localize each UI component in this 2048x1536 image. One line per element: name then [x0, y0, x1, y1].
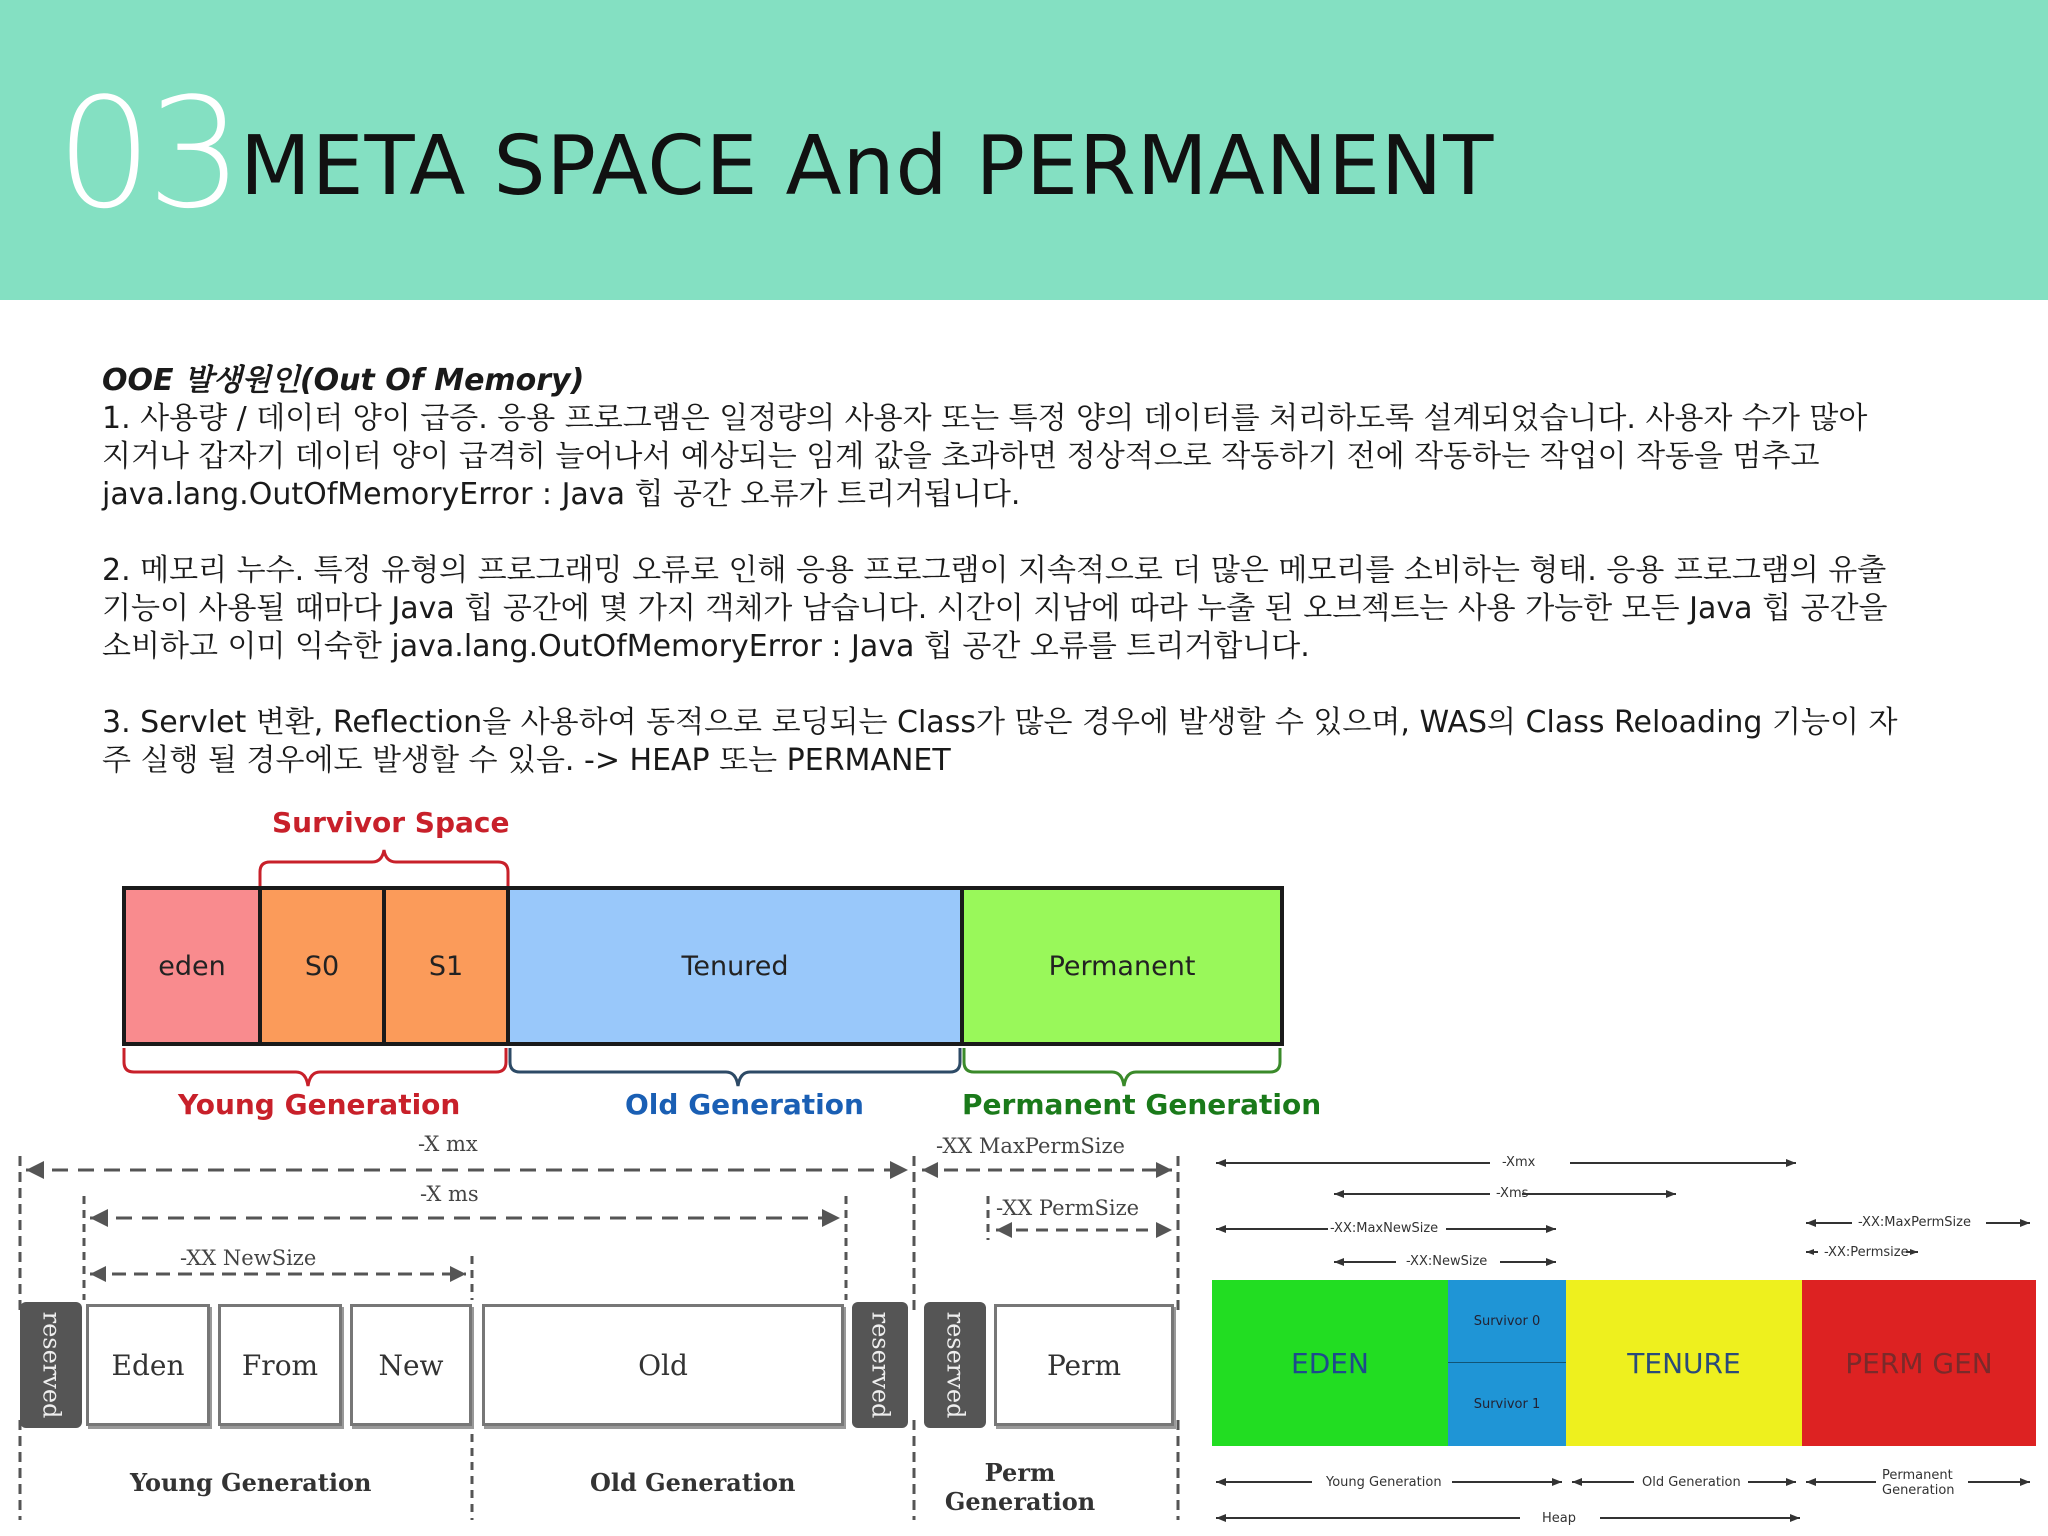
- eden-box-color: EDEN: [1212, 1280, 1448, 1446]
- permsize-label: -XX PermSize: [996, 1196, 1140, 1220]
- survivor0-box: Survivor 0: [1448, 1280, 1566, 1363]
- tenured-box: Tenured: [506, 886, 964, 1046]
- s0-box: S0: [258, 886, 386, 1046]
- cause-2: 2. 메모리 누수. 특정 유형의 프로그래밍 오류로 인해 응용 프로그램이 지속적으로 더 많은 메모리를 소비하는 형태. 응용 프로그램의 유출 기능이 사용될 때마다 Java 힙 공간에 몇 가지 객체가 남습니다. 시간이 지남에 따라 누출 된 오브젝트는 사용 가능한 모든 Java 힙 공간을 소비하고 이미 익숙한 java.lang.OutOfMemoryError : Java 힙 공간 오류를 트리거합니다.: [102, 553, 1888, 664]
- maxnewsize-label-small: -XX:MaxNewSize: [1330, 1221, 1439, 1236]
- permgen-box: PERM GEN: [1802, 1280, 2036, 1446]
- young-generation-label-small: Young Generation: [1326, 1475, 1442, 1490]
- reserved-block: reserved: [924, 1302, 986, 1428]
- eden-box-grey: Eden: [86, 1304, 210, 1426]
- newsize-label: -XX NewSize: [180, 1246, 317, 1270]
- page-title: META SPACE And PERMANENT: [240, 119, 1495, 214]
- newsize-label-small: -XX:NewSize: [1406, 1254, 1488, 1269]
- maxpermsize-label: -XX MaxPermSize: [936, 1134, 1125, 1158]
- old-generation-label-grey: Old Generation: [590, 1468, 796, 1497]
- permsize-label-small: -XX:Permsize: [1824, 1245, 1909, 1260]
- young-generation-label-grey: Young Generation: [130, 1468, 372, 1497]
- permanent-box: Permanent: [960, 886, 1284, 1046]
- ooe-heading: OOE 발생원인(Out Of Memory): [102, 363, 585, 398]
- old-generation-label-small: Old Generation: [1642, 1475, 1741, 1490]
- perm-generation-label-grey: Perm Generation: [944, 1458, 1096, 1516]
- survivor1-box: Survivor 1: [1448, 1363, 1566, 1446]
- survivor-space-label: Survivor Space: [272, 806, 510, 839]
- section-number: 03: [56, 65, 238, 242]
- heap-label-small: Heap: [1542, 1511, 1576, 1526]
- xms-label: -X ms: [420, 1182, 479, 1206]
- eden-box: eden: [122, 886, 262, 1046]
- reserved-block: reserved: [20, 1302, 82, 1428]
- from-box: From: [218, 1304, 342, 1426]
- old-generation-label: Old Generation: [625, 1088, 864, 1121]
- permanent-generation-label: Permanent Generation: [962, 1088, 1322, 1121]
- xms-label-small: -Xms: [1496, 1186, 1529, 1201]
- permanent-generation-label-small: Permanent Generation: [1882, 1468, 1955, 1498]
- cause-3: 3. Servlet 변환, Reflection을 사용하여 동적으로 로딩되는 Class가 많은 경우에 발생할 수 있으며, WAS의 Class Reloading 기능이 자주 실행 될 경우에도 발생할 수 있음. -> HEAP 또는 PERMANET: [102, 705, 1898, 778]
- maxpermsize-label-small: -XX:MaxPermSize: [1858, 1215, 1971, 1230]
- s1-box: S1: [382, 886, 510, 1046]
- xmx-label: -X mx: [418, 1132, 478, 1156]
- tenure-box: TENURE: [1566, 1280, 1802, 1446]
- old-box: Old: [482, 1304, 844, 1426]
- xmx-label-small: -Xmx: [1502, 1155, 1536, 1170]
- reserved-block: reserved: [852, 1302, 908, 1428]
- young-generation-label: Young Generation: [178, 1088, 461, 1121]
- perm-box: Perm: [994, 1304, 1174, 1426]
- new-box: New: [350, 1304, 472, 1426]
- cause-1: 1. 사용량 / 데이터 양이 급증. 응용 프로그램은 일정량의 사용자 또는 특정 양의 데이터를 처리하도록 설계되었습니다. 사용자 수가 많아 지거나 갑자기 데이터 양이 급격히 늘어나서 예상되는 임계 값을 초과하면 정상적으로 작동하기 전에 작동하는 작업이 작동을 멈추고 java.lang.OutOfMemoryError : Java 힙 공간 오류가 트리거됩니다.: [102, 401, 1868, 512]
